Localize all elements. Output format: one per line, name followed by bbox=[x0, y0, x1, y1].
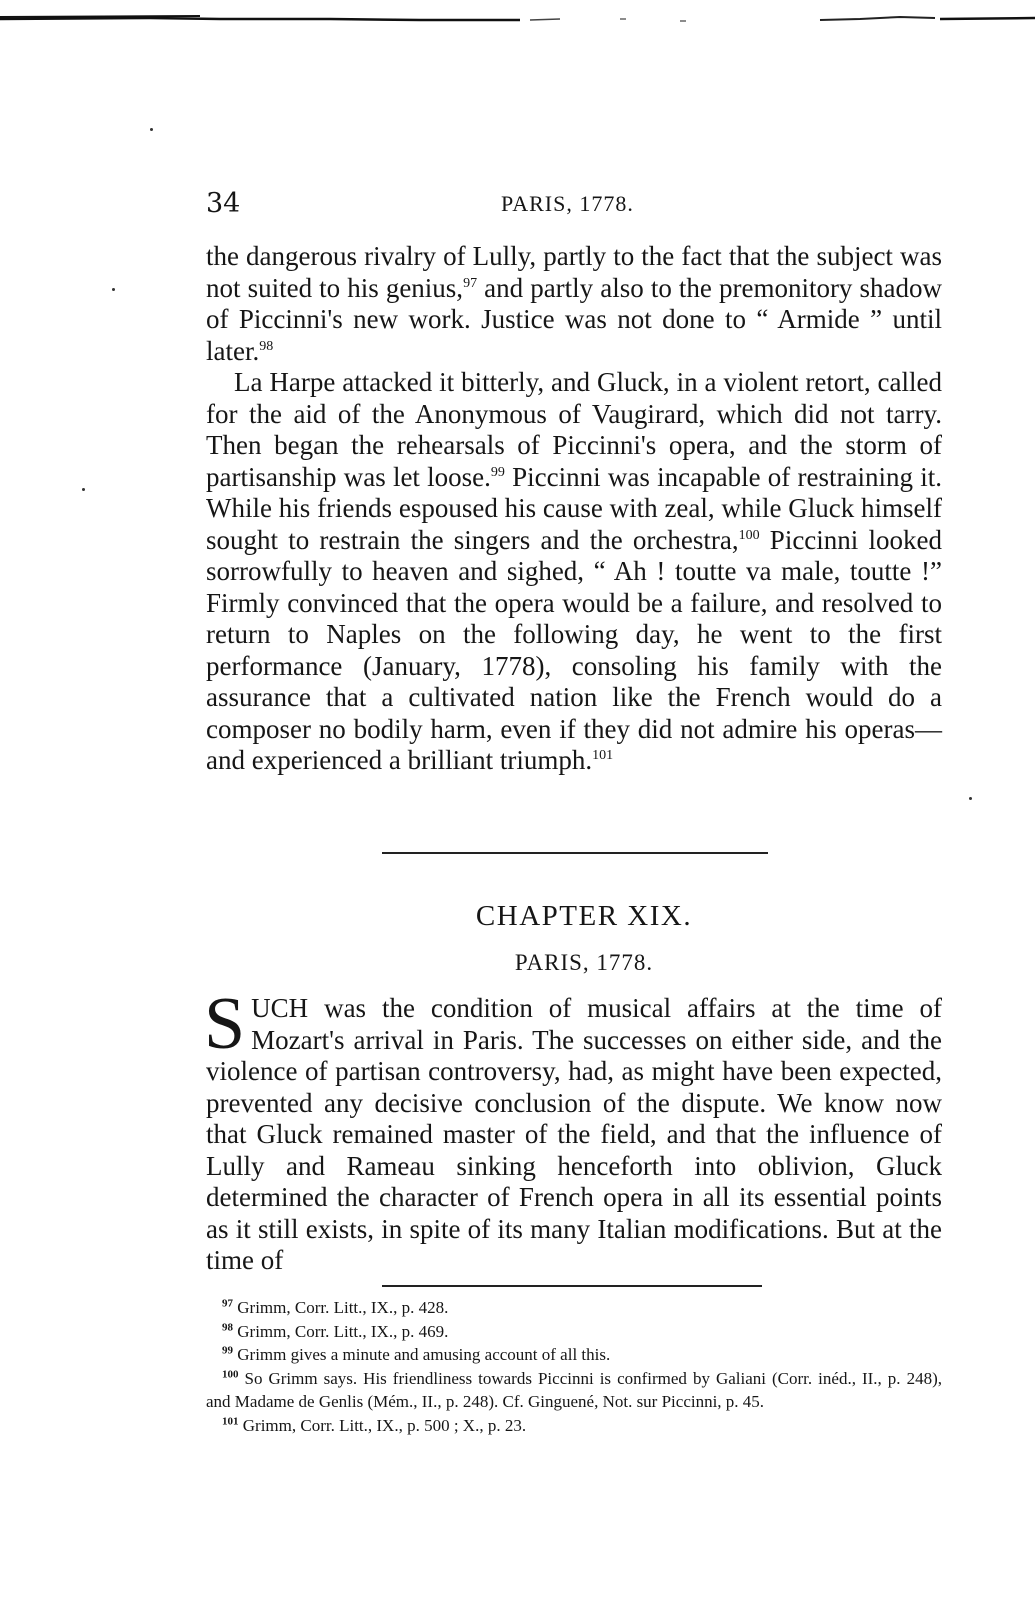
top-edge-scan-rule bbox=[0, 13, 1035, 25]
footnote-98 bbox=[206, 1320, 942, 1344]
footnote-100 bbox=[206, 1367, 942, 1414]
footnote-number: 98 bbox=[222, 1320, 233, 1333]
body-paragraph-2 bbox=[206, 367, 942, 777]
running-head bbox=[206, 188, 942, 222]
footnote-99 bbox=[206, 1343, 942, 1367]
scan-speck bbox=[969, 797, 972, 800]
footnote-text: Grimm, Corr. Litt., IX., p. 500 ; X., p. 23. bbox=[238, 1415, 527, 1435]
paragraph-text: La Harpe attacked it bitterly, and Gluck, in a violent retort, called for the aid of the Anonymous of Vaugirard, which did not tarry. Then began the rehearsals of Piccinni's opera, and the storm of partisanship was let loose. bbox=[206, 367, 942, 492]
scan-speck bbox=[112, 288, 115, 291]
footnote-number: 99 bbox=[222, 1344, 233, 1357]
footnote-text: Grimm gives a minute and amusing account of all this. bbox=[233, 1345, 611, 1364]
paragraph-text: was the condition of musical affairs at the time of Mozart's arrival in Paris. The successes on either side, and the violence of partisan controversy, had, as might have been expected, prevented any decisive conclusion of the dispute. We know now that Gluck remained master of the field, and that the influence of Lully and Rameau sinking henceforth into oblivion, Gluck determined the character of French opera in all its essential points as it still exists, in spite of its many Italian modifications. But at the time of bbox=[206, 993, 942, 1275]
footnote-ref-98[interactable]: 98 bbox=[259, 338, 274, 354]
footnote-number: 101 bbox=[222, 1414, 239, 1427]
chapter-opening-paragraph bbox=[204, 983, 942, 1277]
chapter-title: CHAPTER XIX. bbox=[475, 900, 693, 932]
paragraph-text: Piccinni was incapable of restraining it. While his friends espoused his cause with zeal, while Gluck himself sought to restrain the singers and the orchestra, bbox=[206, 461, 942, 555]
chapter-subtitle: PARIS, 1778. bbox=[514, 950, 654, 975]
drop-cap: S bbox=[204, 983, 246, 1065]
footnote-divider bbox=[382, 1285, 762, 1287]
paragraph-text: and partly also to the premonitory shadow of Piccinni's new work. Justice was not done to “ Armide ” until later. bbox=[206, 272, 943, 366]
footnote-text: Grimm, Corr. Litt., IX., p. 469. bbox=[233, 1321, 449, 1341]
body-paragraph-1 bbox=[206, 241, 942, 367]
opening-words: UCH bbox=[251, 993, 309, 1023]
paragraph-text: Piccinni looked sorrowfully to heaven and sighed, “ Ah ! toutte va male, toutte !” Firmly convinced that the opera would be a failure, and resolved to return to Naples on the following day, he went to the first performance (January, 1778), consoling his family with the assurance that a cultivated nation like the French would do a composer no bodily harm, even if they did not admire his operas—and experienced a brilliant triumph. bbox=[206, 524, 942, 775]
footnote-ref-100[interactable]: 100 bbox=[738, 527, 760, 543]
scan-speck bbox=[150, 128, 153, 131]
footnote-97 bbox=[206, 1296, 942, 1320]
page-number: 34 bbox=[206, 188, 241, 219]
footnote-number: 100 bbox=[222, 1367, 239, 1380]
scan-speck bbox=[82, 488, 85, 491]
footnote-ref-97[interactable]: 97 bbox=[463, 275, 478, 291]
running-title: PARIS, 1778. bbox=[501, 191, 634, 216]
footnote-text: So Grimm says. His friendliness towards Piccinni is confirmed by Galiani (Corr. inéd., II., p. 248), and Madame de Genlis (Mém., II., p. 248). Cf. Ginguené, Not. sur Piccinni, p. 45. bbox=[206, 1368, 942, 1411]
footnote-text: Grimm, Corr. Litt., IX., p. 428. bbox=[233, 1298, 449, 1317]
footnote-101 bbox=[206, 1414, 942, 1438]
section-divider bbox=[382, 852, 768, 854]
footnote-ref-99[interactable]: 99 bbox=[490, 464, 505, 480]
footnotes bbox=[206, 1296, 942, 1437]
footnote-ref-101[interactable]: 101 bbox=[592, 748, 614, 763]
footnote-number: 97 bbox=[222, 1297, 233, 1310]
paragraph-text: the dangerous rivalry of Lully, partly to the fact that the subject was not suited to his genius, bbox=[206, 241, 942, 303]
